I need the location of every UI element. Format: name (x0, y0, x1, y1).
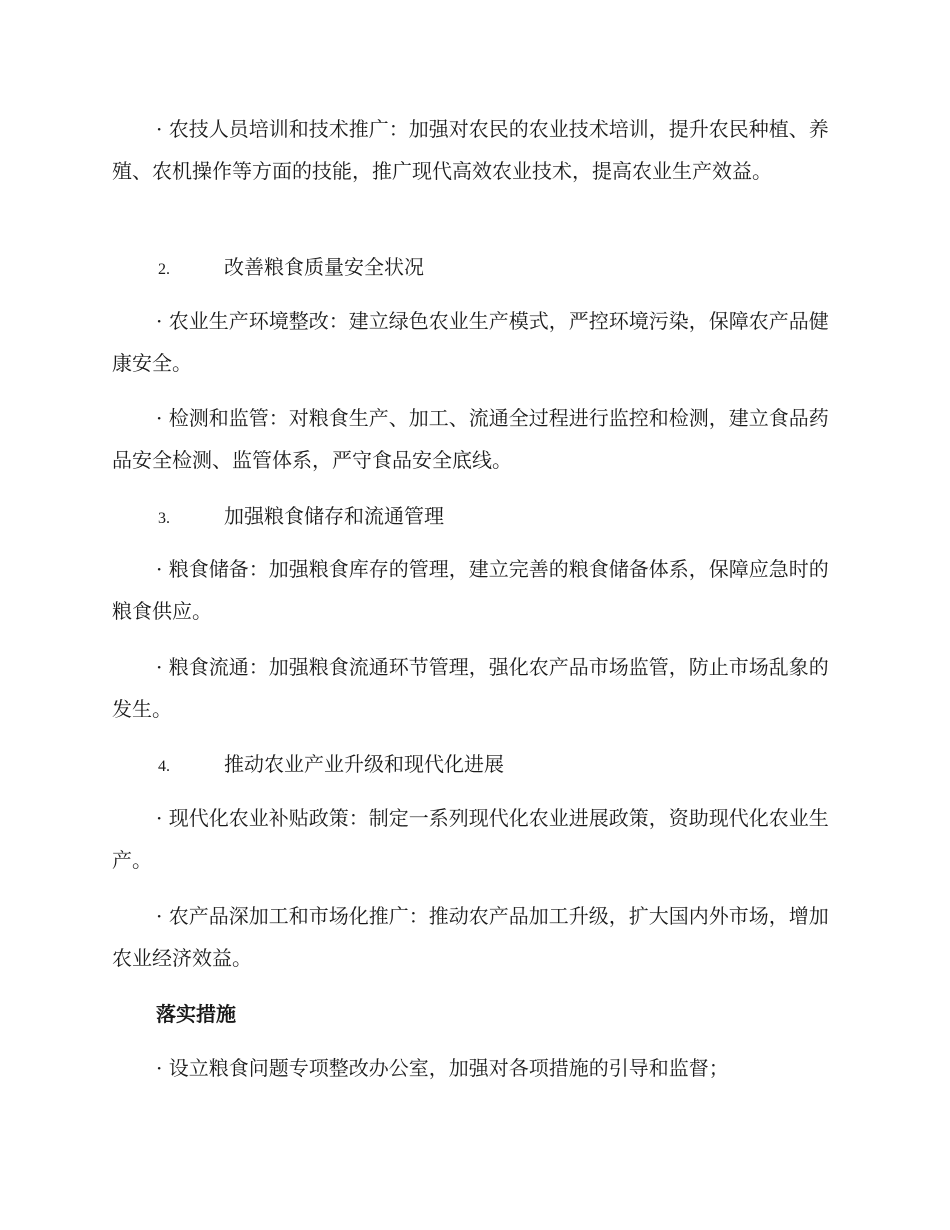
item-number: 3. (158, 510, 170, 527)
bullet-paragraph-environment: · 农业生产环境整改：建立绿色农业生产模式，严控环境污染，保障农产品健康安全。 (112, 309, 829, 375)
item-number: 2. (158, 261, 170, 278)
item-title: 推动农业产业升级和现代化进展 (224, 752, 504, 776)
bullet-paragraph-processing: · 农产品深加工和市场化推广：推动农产品加工升级，扩大国内外市场，增加农业经济效益。 (112, 904, 829, 970)
item-title: 改善粮食质量安全状况 (224, 255, 424, 279)
numbered-item-3 (158, 495, 444, 540)
section-heading: 落实措施 (156, 1002, 236, 1026)
bullet-paragraph-circulation: · 粮食流通：加强粮食流通环节管理，强化农产品市场监管，防止市场乱象的发生。 (112, 655, 829, 721)
bullet-paragraph-office: · 设立粮食问题专项整改办公室，加强对各项措施的引导和监督； (156, 1056, 729, 1080)
bullet-paragraph-tech-training: · 农技人员培训和技术推广：加强对农民的农业技术培训，提升农民种植、养殖、农机操作等方面的技能，推广现代高效农业技术，提高农业生产效益。 (112, 117, 829, 183)
bullet-paragraph-inspection: · 检测和监管：对粮食生产、加工、流通全过程进行监控和检测，建立食品药品安全检测、监管体系，严守食品安全底线。 (112, 406, 829, 472)
bullet-paragraph-subsidy: · 现代化农业补贴政策：制定一系列现代化农业进展政策，资助现代化农业生产。 (112, 806, 829, 872)
numbered-item-2 (158, 246, 424, 291)
bullet-paragraph-reserves: · 粮食储备：加强粮食库存的管理，建立完善的粮食储备体系，保障应急时的粮食供应。 (112, 557, 829, 623)
item-title: 加强粮食储存和流通管理 (224, 504, 444, 528)
item-number: 4. (158, 758, 170, 775)
numbered-item-4 (158, 743, 504, 788)
